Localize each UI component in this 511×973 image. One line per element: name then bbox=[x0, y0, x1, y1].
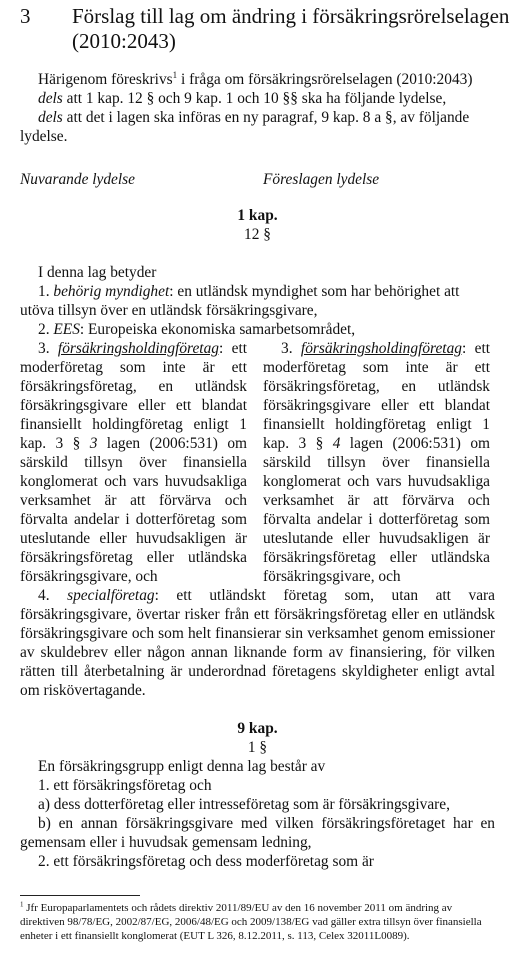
group-line-1: 1. ett försäkringsföretag och bbox=[38, 777, 212, 794]
intro-paragraph-1: Härigenom föreskrivs$^1$ i fråga om försäkringsrörelselagen (2010:2043) bbox=[38, 69, 473, 88]
changed-reference-proposed: 4 bbox=[332, 435, 341, 452]
section-title: Förslag till lag om ändring i försäkringsrörelselagen (2010:2043) bbox=[72, 4, 510, 53]
proposed-wording-column bbox=[263, 339, 490, 586]
definitions-intro: I denna lag betyder bbox=[38, 264, 157, 281]
definition-3-proposed: 3. försäkringsholdingföretag: ett moderföretag som inte är ett försäkringsföretag, en utländsk försäkringsgivare eller ett blandat finansiellt holdingföretag enligt 1 kap. 3 § 4 lagen (2006:531) om särskild tillsyn över finansiella konglomerat och vars huvudsakliga verksamhet är att förvärva och förvalta andelar i dotterföretag som uteslutande eller huvudsakligen är försäkringsföretag eller utländska försäkringsgivare, och bbox=[263, 340, 490, 585]
definition-4: 4. specialföretag: ett utländskt företag som, utan att vara försäkringsgivare, övertar risker från ett försäkringsföretag eller en utländsk försäkringsgivare och som helt finansierar sin verksamhet genom emissioner av skuldebrev eller någon annan liknande form av finansiering, för vilken rätten till återbetalning är underordnad företagens skyldigheter enligt avtal om riskövertagande. bbox=[20, 587, 495, 699]
group-line-2: 2. ett försäkringsföretag och dess moderföretag som är bbox=[38, 853, 374, 870]
group-line-b: b) en annan försäkringsgivare med vilken försäkringsföretaget har en gemensam eller i huvudsak gemensam ledning, bbox=[20, 815, 495, 851]
footnote-divider bbox=[20, 895, 140, 896]
changed-reference-current: 3 bbox=[89, 435, 98, 452]
intro-paragraph-3: dels att det i lagen ska införas en ny paragraf, 9 kap. 8 a §, av följande lydelse. bbox=[20, 109, 470, 145]
chapter-1-heading: 1 kap. bbox=[237, 207, 278, 224]
definition-2: 2. EES: Europeiska ekonomiska samarbetsområdet, bbox=[38, 321, 356, 338]
footnote-reference[interactable]: 1 bbox=[172, 69, 178, 80]
introduction bbox=[20, 70, 495, 146]
insurance-group-text bbox=[20, 757, 495, 871]
column-heading-proposed: Föreslagen lydelse bbox=[263, 171, 380, 188]
group-line-a: a) dess dotterföretag eller intresseföretag som är försäkringsgivare, bbox=[38, 796, 450, 813]
current-wording-column bbox=[20, 339, 247, 586]
definitions-shared bbox=[20, 263, 495, 339]
chapter-1-paragraph-number: 12 § bbox=[244, 226, 271, 243]
group-line-intro: En försäkringsgrupp enligt denna lag består av bbox=[38, 758, 326, 775]
footnote: $^1$ Jfr Europaparlamentets och rådets direktiv 2011/89/EU av den 16 november 2011 om ändring av direktiven 98/78/EG, 2002/87/EG, 2006/48/EG och 2009/138/EG vad gäller extra tillsyn över finansiella enheter i ett finansiellt konglomerat (EUT L 326, 8.12.2011, s. 113, Celex 32011L0089). bbox=[20, 900, 482, 942]
definition-3-current: 3. försäkringsholdingföretag: ett moderföretag som inte är ett försäkringsföretag, en utländsk försäkringsgivare eller ett blandat finansiellt holdingföretag enligt 1 kap. 3 § 3 lagen (2006:531) om särskild tillsyn över finansiella konglomerat och vars huvudsakliga verksamhet är att förvärva och förvalta andelar i dotterföretag som uteslutande eller huvudsakligen är försäkringsföretag eller utländska försäkringsgivare, och bbox=[20, 340, 247, 585]
chapter-9-paragraph-number: 1 § bbox=[247, 739, 268, 756]
column-heading-current: Nuvarande lydelse bbox=[20, 171, 135, 188]
section-number: 3 bbox=[20, 4, 31, 28]
intro-paragraph-2: dels att 1 kap. 12 § och 9 kap. 1 och 10 §§ ska ha följande lydelse, bbox=[38, 90, 447, 107]
chapter-9-heading: 9 kap. bbox=[237, 720, 278, 737]
definition-1: 1. behörig myndighet: en utländsk myndighet som har behörighet att utöva tillsyn över en utländsk försäkringsgivare, bbox=[20, 283, 460, 319]
